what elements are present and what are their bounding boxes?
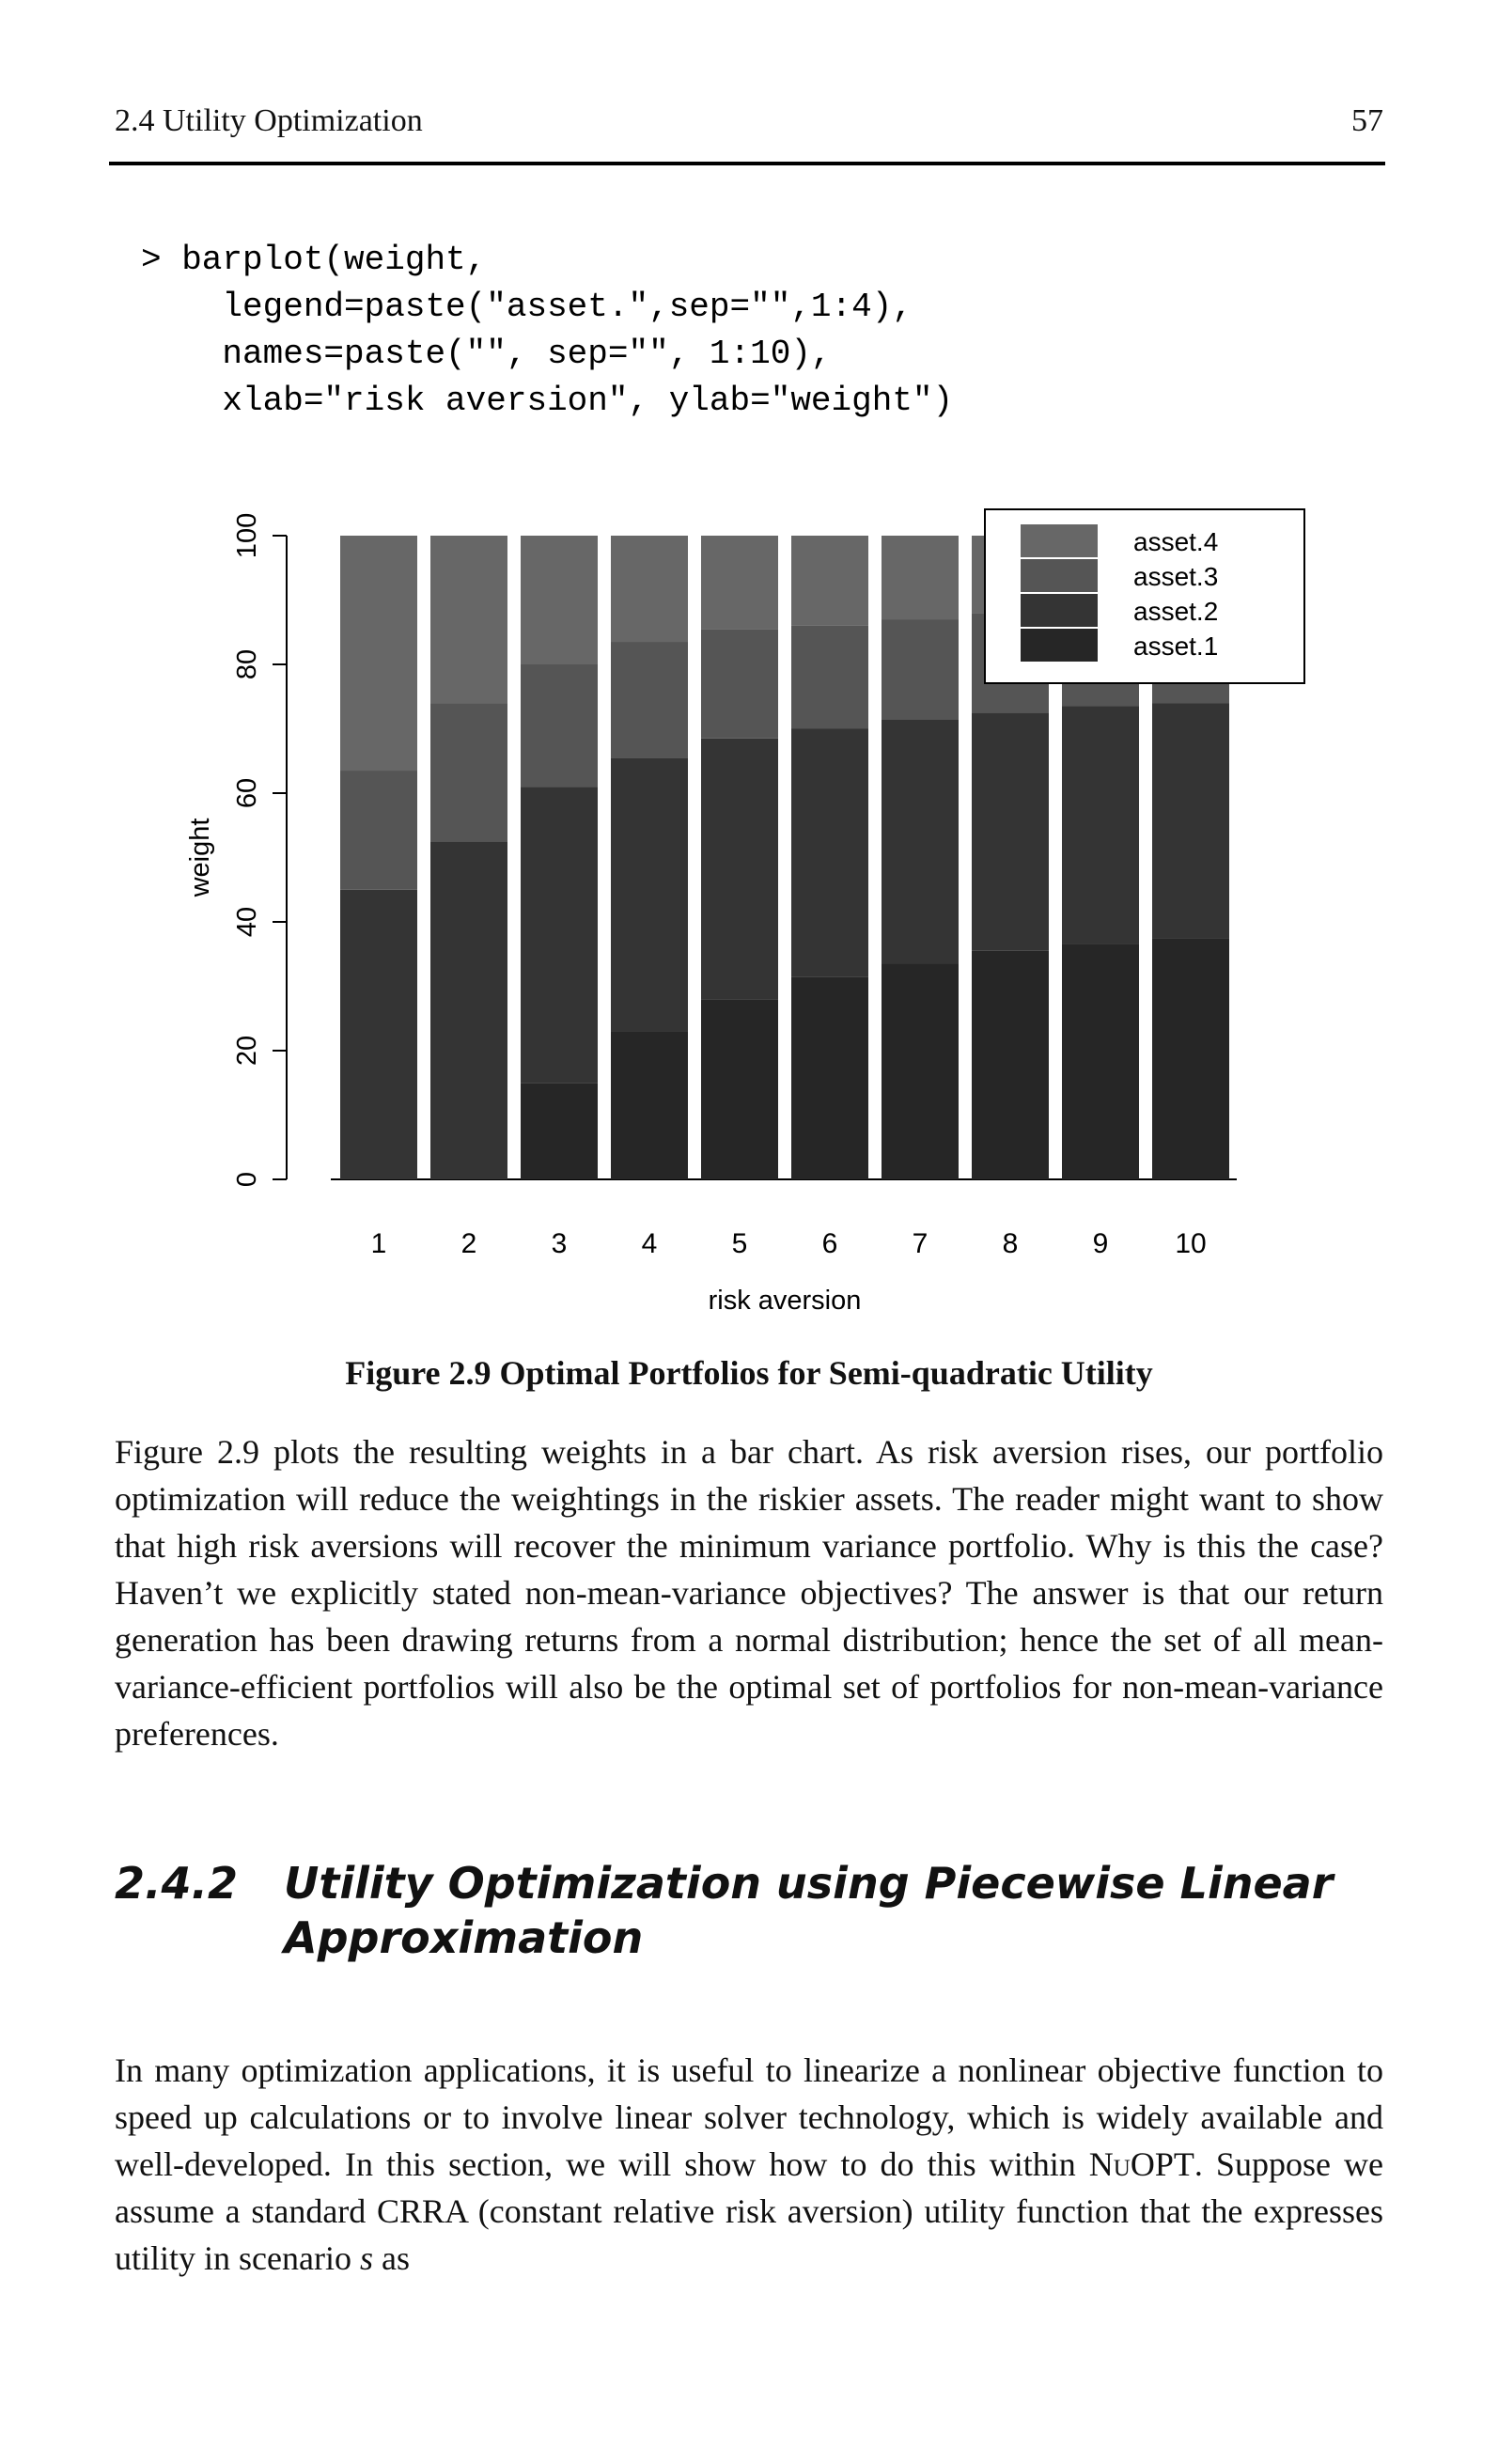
y-tick-label: 60 — [232, 777, 262, 809]
legend-label: asset.3 — [1133, 562, 1219, 591]
bar-segment-asset-1 — [521, 1083, 598, 1179]
x-tick-label: 4 — [641, 1228, 658, 1259]
bar-segment-asset-1 — [972, 951, 1049, 1179]
legend-swatch — [1021, 524, 1098, 557]
x-tick-label: 2 — [460, 1228, 477, 1259]
y-axis-label: weight — [185, 818, 215, 897]
bar-segment-asset-3 — [882, 619, 959, 719]
header-rule — [109, 162, 1385, 165]
x-tick-label: 1 — [370, 1228, 387, 1259]
figure-caption: Figure 2.9 Optimal Portfolios for Semi-quadratic Utility — [345, 1354, 1153, 1392]
bar-segment-asset-4 — [882, 536, 959, 619]
legend-swatch — [1021, 594, 1098, 627]
paragraph-text: . Suppose we assume a standard CRRA (constant relative risk aversion) utility function that the expresses utility in scenario — [115, 2145, 1383, 2277]
code-line: legend=paste("asset.",sep="",1:4), — [141, 288, 913, 326]
stacked-bar-chart — [0, 489, 1498, 1344]
bar-segment-asset-3 — [791, 626, 868, 729]
legend-swatch — [1021, 629, 1098, 662]
bar-segment-asset-3 — [340, 771, 417, 890]
x-tick-label: 9 — [1092, 1228, 1109, 1259]
bar-segment-asset-2 — [972, 712, 1049, 950]
bar-segment-asset-2 — [1152, 703, 1229, 938]
x-tick-label: 8 — [1002, 1228, 1019, 1259]
bar-segment-asset-1 — [882, 964, 959, 1179]
y-tick-label: 40 — [232, 906, 262, 938]
y-tick-label: 80 — [232, 648, 262, 680]
bar-segment-asset-4 — [611, 536, 688, 642]
page-number: 57 — [1351, 103, 1383, 138]
code-line: names=paste("", sep="", 1:10), — [141, 335, 832, 373]
bar-segment-asset-1 — [701, 999, 778, 1179]
bar-segment-asset-2 — [430, 841, 507, 1179]
running-head-title: 2.4 Utility Optimization — [115, 103, 423, 138]
running-head — [115, 103, 1383, 150]
x-tick-label: 6 — [821, 1228, 838, 1259]
paragraph-text: as — [372, 2239, 410, 2277]
legend-swatch — [1021, 559, 1098, 592]
bar-segment-asset-4 — [340, 536, 417, 771]
bar-segment-asset-3 — [430, 703, 507, 841]
bar-segment-asset-3 — [701, 629, 778, 738]
bar-segment-asset-2 — [701, 739, 778, 999]
bar-segment-asset-1 — [791, 976, 868, 1179]
code-block — [141, 237, 953, 425]
software-name: NuOPT — [1088, 2145, 1194, 2183]
bar-segment-asset-4 — [521, 536, 598, 664]
body-paragraph: Figure 2.9 plots the resulting weights in a bar chart. As risk aversion rises, our portfolio optimization will reduce the weightings in the riskier assets. The reader might want to show that high risk aversions will recover the minimum variance portfolio. Why is this the case? Haven’t we explicitly stated non-mean-variance objectives? The answer is that our return generation has been drawing returns from a normal distribution; hence the set of all mean-variance-efficient portfolios will also be the optimal set of portfolios for non-mean-variance preferences. — [115, 1433, 1383, 1753]
x-tick-label: 10 — [1175, 1228, 1207, 1259]
y-tick-label: 0 — [232, 1171, 262, 1188]
y-tick-label: 100 — [232, 512, 262, 559]
section-number: 2.4.2 — [115, 1858, 238, 1909]
section-title: Utility Optimization using Piecewise Linear Approximation — [284, 1858, 1334, 1963]
y-tick-label: 20 — [232, 1035, 262, 1067]
bar-segment-asset-3 — [521, 664, 598, 787]
code-line: xlab="risk aversion", ylab="weight") — [141, 382, 954, 420]
bar-segment-asset-2 — [611, 757, 688, 1031]
x-axis-label: risk aversion — [708, 1286, 862, 1316]
x-tick-label: 7 — [912, 1228, 928, 1259]
paragraph-text: In many optimization applications, it is useful to linearize a nonlinear objective function to speed up calculations or to involve linear solver technology, which is widely available and well-developed. In this section, we will show how to do this within — [115, 2051, 1383, 2183]
bar-segment-asset-2 — [340, 890, 417, 1179]
legend-label: asset.1 — [1133, 632, 1219, 661]
body-paragraph — [115, 2047, 1383, 2282]
bar-segment-asset-1 — [1062, 944, 1139, 1179]
bar-segment-asset-1 — [611, 1031, 688, 1179]
legend-label: asset.4 — [1133, 527, 1219, 556]
x-tick-label: 5 — [731, 1228, 748, 1259]
bar-segment-asset-2 — [1062, 707, 1139, 944]
legend-label: asset.2 — [1133, 597, 1219, 626]
bar-segment-asset-4 — [430, 536, 507, 703]
bar-segment-asset-2 — [882, 719, 959, 963]
bar-segment-asset-3 — [611, 642, 688, 757]
bar-segment-asset-4 — [701, 536, 778, 629]
bar-segment-asset-2 — [521, 787, 598, 1083]
x-tick-label: 3 — [551, 1228, 568, 1259]
bar-segment-asset-2 — [791, 729, 868, 977]
scenario-variable: s — [359, 2239, 373, 2277]
bar-segment-asset-4 — [791, 536, 868, 626]
code-line: > barplot(weight, — [141, 241, 487, 279]
bar-segment-asset-1 — [1152, 938, 1229, 1179]
